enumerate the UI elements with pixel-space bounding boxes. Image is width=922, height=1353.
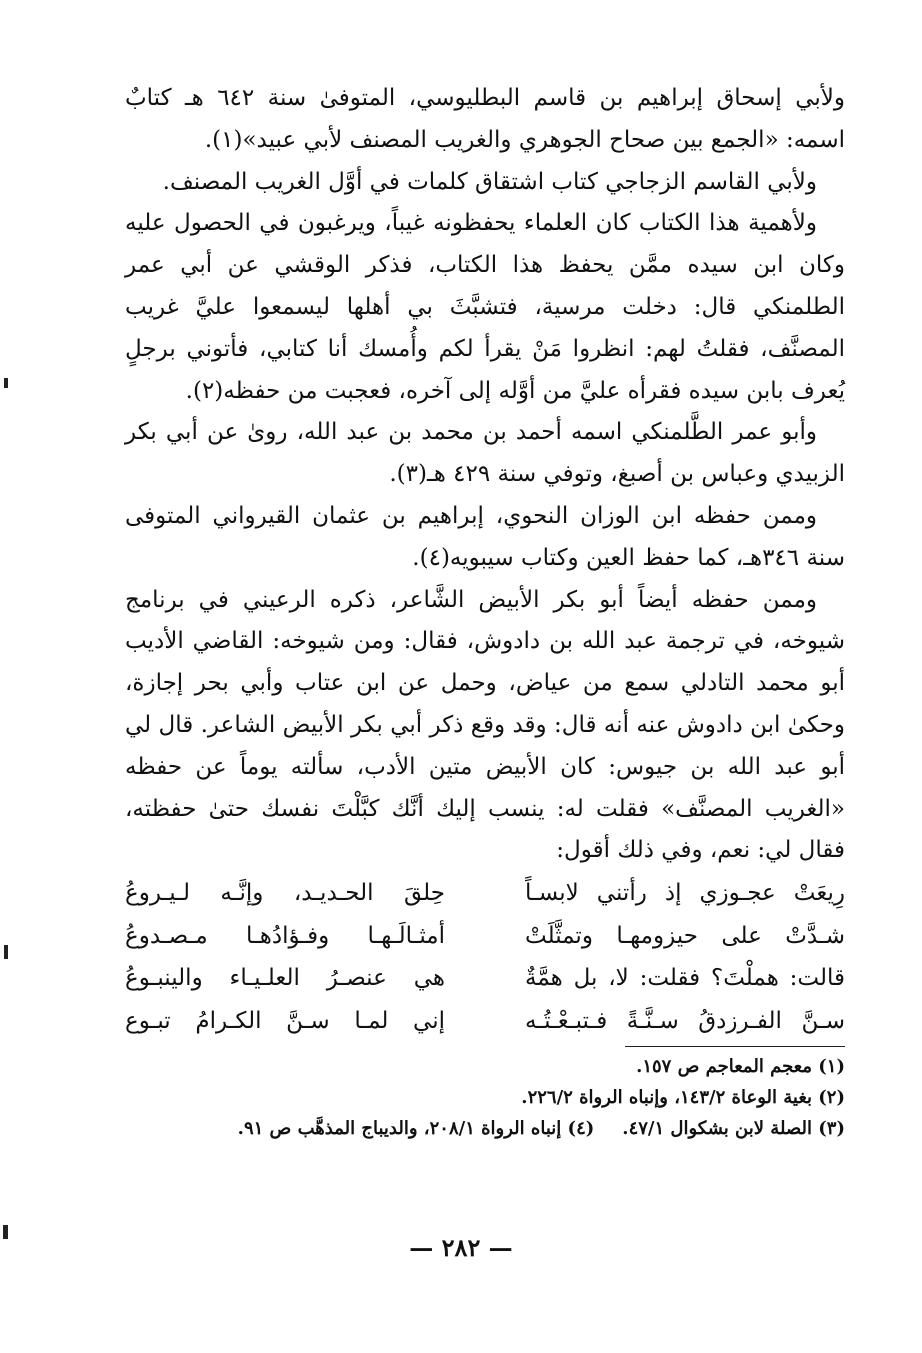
scan-mark xyxy=(4,378,8,388)
poem-verse xyxy=(125,957,845,1000)
verse-second-hemistich: إني لمـا سـنَّ الكـرامُ تبـوع xyxy=(125,1007,445,1034)
footnote-row xyxy=(125,1113,845,1144)
footnote-1: (١) معجم المعاجم ص ١٥٧. xyxy=(636,1056,845,1078)
footnote-2: (٢) بغية الوعاة ١٤٣/٢، وإنباه الرواة ٢٢٦/٢. xyxy=(521,1087,845,1109)
paragraph-1: ولأبي إسحاق إبراهيم بن قاسم البطليوسي، المتوفىٰ سنة ٦٤٢ هـ كتابٌ اسمه: «الجمع بين صحاح الجوهري والغريب المصنف لأبي عبيد»(١). xyxy=(125,85,845,153)
footnote-3: (٣) الصلة لابن بشكوال ٤٧/١. xyxy=(622,1118,845,1140)
poem-verse xyxy=(125,872,845,915)
paragraph-4: وأبو عمر الطَّلمنكي اسمه أحمد بن محمد بن عبد الله، روىٰ عن أبي بكر الزبيدي وعباس بن أصبغ، وتوفي سنة ٤٢٩ هـ(٣). xyxy=(125,419,845,488)
scan-mark xyxy=(3,1225,8,1239)
scan-mark xyxy=(4,945,8,959)
footnotes xyxy=(125,1051,845,1144)
verse-second-hemistich: هي عنصـرُ العلـيـاء والينبـوعُ xyxy=(125,965,445,992)
poem-verse xyxy=(125,1000,845,1043)
paragraph-2: ولأبي القاسم الزجاجي كتاب اشتقاق كلمات في أوَّل الغريب المصنف. xyxy=(162,168,817,195)
verse-second-hemistich: أمثـالَـهـا وفـؤادُهـا مـصـدوعُ xyxy=(125,922,445,949)
footnote-divider xyxy=(625,1046,845,1047)
page-body xyxy=(125,78,845,1144)
paragraph-6: وممن حفظه أيضاً أبو بكر الأبيض الشَّاعر، ذكره الرعيني في برنامج شيوخه، في ترجمة عبد الله بن دادوش، فقال: ومن شيوخه: القاضي الأديب أبو محمد التادلي سمع من عياض، وحمل عن ابن عتاب وأبي بحر إجازة، وحكىٰ ابن دادوش عنه أنه قال: وقد وقع ذكر أبي بكر الأبيض الشاعر. قال لي أبو عبد الله بن جيوس: كان الأبيض متين الأدب، سألته يوماً عن حفظه «الغريب المصنَّف» فقلت له: ينسب إليك أنَّك كبَّلْتَ نفسك حتىٰ حفظته، فقال لي: نعم، وفي ذلك أقول: xyxy=(125,586,845,864)
poem xyxy=(125,872,845,1042)
verse-first-hemistich: قالت: هملْتَ؟ فقلت: لا، بل همَّةٌ xyxy=(525,965,845,992)
page-number: — ٢٨٢ — xyxy=(409,1233,513,1262)
footnote-4: (٤) إنباه الرواة ٢٠٨/١، والديباج المذهَّب ص ٩١. xyxy=(237,1118,595,1140)
verse-first-hemistich: رِيعَتْ عجـوزي إذ رأتني لابسـاً xyxy=(525,880,845,907)
verse-first-hemistich: سـنَّ الفـرزدقُ سـنَّـةً فـتبـعْـتُـه xyxy=(525,1007,845,1034)
paragraph-3: ولأهمية هذا الكتاب كان العلماء يحفظونه غيباً، ويرغبون في الحصول عليه وكان ابن سيده ممَّن يحفظ هذا الكتاب، فذكر الوقشي عن أبي عمر الطلمنكي قال: دخلت مرسية، فتشبَّثَ بي أهلها ليسمعوا عليَّ غريب المصنَّف، فقلتُ لهم: انظروا مَنْ يقرأ لكم وأُمسك أنا كتابي، فأتوني برجلٍ يُعرف بابن سيده فقرأه عليَّ من أوَّله إلى آخره، فعجبت من حفظه(٢). xyxy=(125,210,845,404)
verse-first-hemistich: شـدَّتْ على حيزومهـا وتمثَّلَتْ xyxy=(525,922,845,949)
paragraph-5: وممن حفظه ابن الوزان النحوي، إبراهيم بن عثمان القيرواني المتوفى سنة ٣٤٦هـ، كما حفظ العين وكتاب سيبويه(٤). xyxy=(125,502,845,571)
poem-verse xyxy=(125,915,845,958)
verse-second-hemistich: حِلقَ الحـديـد، وإنَّـه لـيـروعُ xyxy=(125,880,445,907)
